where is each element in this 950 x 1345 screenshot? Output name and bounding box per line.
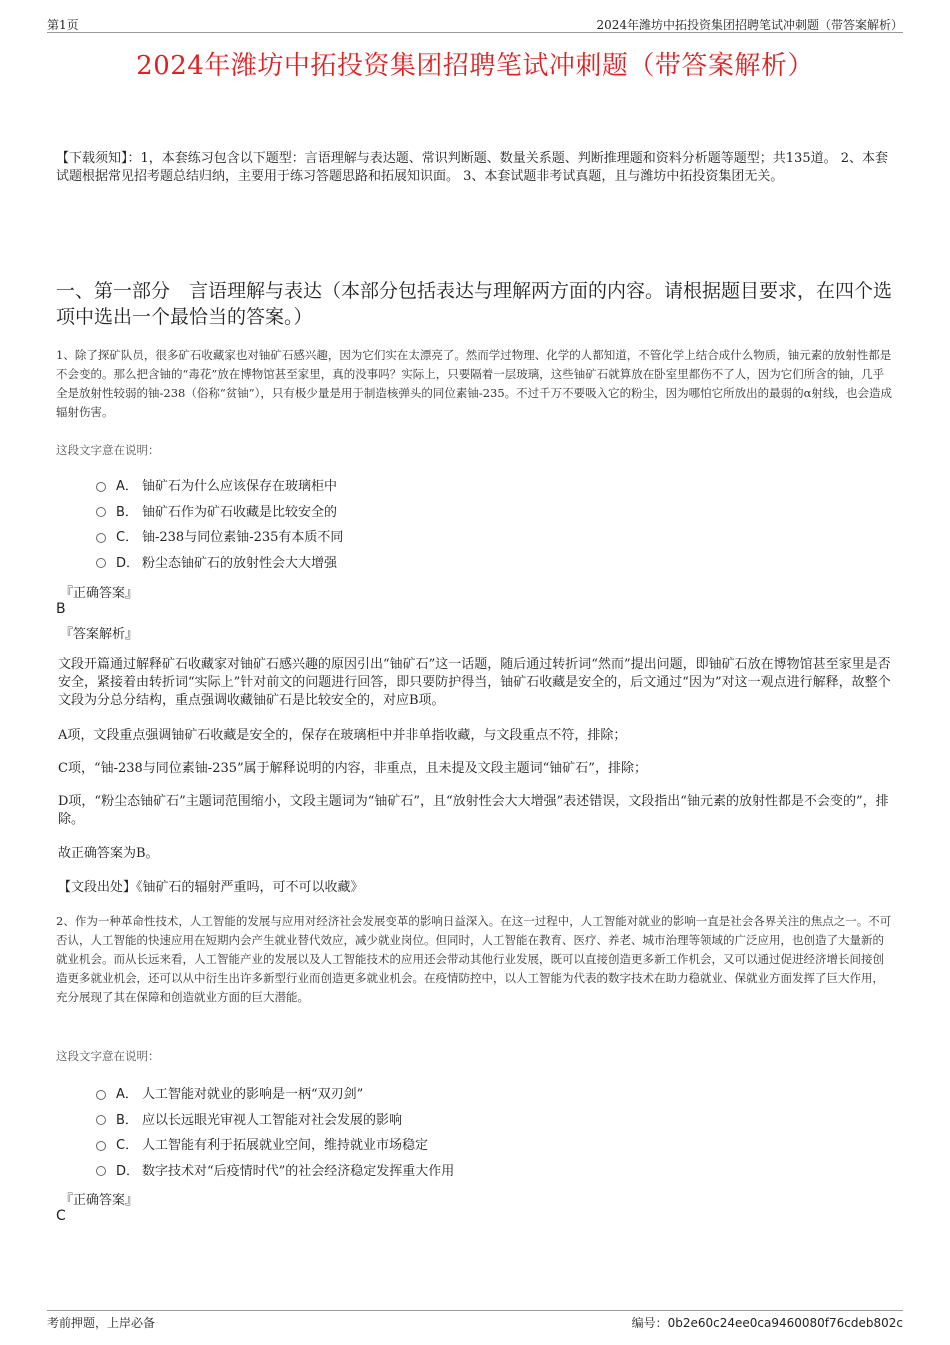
answer-label: 『正确答案』 xyxy=(60,586,139,601)
analysis-paragraph: 文段开篇通过解释矿石收藏家对铀矿石感兴趣的原因引出“铀矿石”这一话题，随后通过转折词“然而”提出问题，即铀矿石放在博物馆甚至家里是否安全，紧接着由转折词“实际上”针对前文的问题进行回答，即只要防护得当，铀矿石收藏是安全的，后文通过“因为”对这一观点进行解释，故整个文段为分总分结构，重点强调收藏铀矿石是比较安全的，对应B项。 xyxy=(58,657,891,708)
radio-icon[interactable] xyxy=(96,1166,106,1176)
radio-icon[interactable] xyxy=(96,1090,106,1100)
analysis-label: 『答案解析』 xyxy=(60,627,139,642)
answer-value: C xyxy=(56,1208,66,1224)
question-2-text: 2、作为一种革命性技术，人工智能的发展与应用对经济社会发展变革的影响日益深入。在这一过程中，人工智能对就业的影响一直是社会各界关注的焦点之一。不可否认，人工智能的快速应用在短期内会产生就业替代效应，减少就业岗位。但同时，人工智能在教育、医疗、养老、城市治理等领域的广泛应用，也创造了大量新的就业机会。而从长远来看，人工智能产业的发展以及人工智能技术的应用还会带动其他行业发展，既可以直接创造更多新工作机会，又可以通过促进经济增长间接创造更多就业机会，还可以从中衍生出许多新型行业而创造更多就业机会。在疫情防控中，以人工智能为代表的数字技术在助力稳就业、保就业方面发挥了巨大作用，充分展现了其在保障和创造就业方面的巨大潜能。 xyxy=(56,914,892,1004)
option-a[interactable]: A． 铀矿石为什么应该保存在玻璃柜中 xyxy=(96,472,343,498)
answer-label: 『正确答案』 xyxy=(60,1193,139,1208)
page-header xyxy=(47,14,903,33)
option-c[interactable]: C． 人工智能有利于拓展就业空间，维持就业市场稳定 xyxy=(96,1131,454,1157)
radio-icon[interactable] xyxy=(96,533,106,543)
radio-icon[interactable] xyxy=(96,558,106,568)
page-footer xyxy=(47,1310,903,1331)
analysis-conclusion: 故正确答案为B。 xyxy=(58,846,159,861)
download-notice: 【下载须知】：1，本套练习包含以下题型：言语理解与表达题、常识判断题、数量关系题、判断推理题和资料分析题等题型；共135道。 2、本套试题根据常见招考题总结归纳，主要用于练习答题思路和拓展知识面。 3、本套试题非考试真题，且与潍坊中拓投资集团无关。 xyxy=(56,151,888,184)
radio-icon[interactable] xyxy=(96,482,106,492)
question-1-text: 1、除了探矿队员，很多矿石收藏家也对铀矿石感兴趣，因为它们实在太漂亮了。然而学过物理、化学的人都知道，不管化学上结合成什么物质，铀元素的放射性都是不会变的。那么把含铀的“毒花”放在博物馆甚至家里，真的没事吗？实际上，只要隔着一层玻璃，这些铀矿石就算放在卧室里都伤不了人，因为它们所含的铀，几乎全是放射性较弱的铀-238（俗称“贫铀”），只有极少量是用于制造核弹头的同位素铀-235。不过千万不要吸入它的粉尘，因为哪怕它所放出的最弱的α射线，也会造成辐射伤害。 xyxy=(56,348,892,419)
radio-icon[interactable] xyxy=(96,507,106,517)
analysis-option-d: D项，“粉尘态铀矿石”主题词范围缩小，文段主题词为“铀矿石”，且“放射性会大大增强”表述错误，文段指出“铀元素的放射性都是不会变的”，排除。 xyxy=(58,794,889,827)
option-d[interactable]: D． 粉尘态铀矿石的放射性会大大增强 xyxy=(96,549,343,575)
header-doc-title: 2024年潍坊中拓投资集团招聘笔试冲刺题（带答案解析） xyxy=(596,18,903,32)
document-title: 2024年潍坊中拓投资集团招聘笔试冲刺题（带答案解析） xyxy=(136,51,814,81)
option-a[interactable]: A． 人工智能对就业的影响是一柄“双刃剑” xyxy=(96,1080,454,1106)
analysis-option-c: C项，“铀-238与同位素铀-235”属于解释说明的内容，非重点，且未提及文段主题词“铀矿石”，排除； xyxy=(58,761,647,776)
analysis-option-a: A项，文段重点强调铀矿石收藏是安全的，保存在玻璃柜中并非单指收藏，与文段重点不符，排除； xyxy=(58,728,627,743)
option-d[interactable]: D． 数字技术对“后疫情时代”的社会经济稳定发挥重大作用 xyxy=(96,1157,454,1183)
answer-value: B xyxy=(56,601,66,617)
radio-icon[interactable] xyxy=(96,1115,106,1125)
question-2-options xyxy=(96,1080,454,1182)
option-c[interactable]: C． 铀-238与同位素铀-235有本质不同 xyxy=(96,523,343,549)
question-1-options xyxy=(96,472,343,574)
question-1-prompt: 这段文字意在说明： xyxy=(56,443,160,457)
document-code: 编号：0b2e60c24ee0ca9460080f76cdeb802c xyxy=(631,1316,903,1330)
question-2-prompt: 这段文字意在说明： xyxy=(56,1049,160,1063)
page-number: 第1页 xyxy=(47,18,79,32)
radio-icon[interactable] xyxy=(96,1141,106,1151)
option-b[interactable]: B． 应以长远眼光审视人工智能对社会发展的影响 xyxy=(96,1106,454,1132)
analysis-source: 【文段出处】《铀矿石的辐射严重吗，可不可以收藏》 xyxy=(58,880,364,895)
footer-slogan: 考前押题，上岸必备 xyxy=(47,1316,156,1330)
section-heading: 一、第一部分 言语理解与表达（本部分包括表达与理解两方面的内容。请根据题目要求，在四个选项中选出一个最恰当的答案。） xyxy=(56,280,893,328)
option-b[interactable]: B． 铀矿石作为矿石收藏是比较安全的 xyxy=(96,498,343,524)
